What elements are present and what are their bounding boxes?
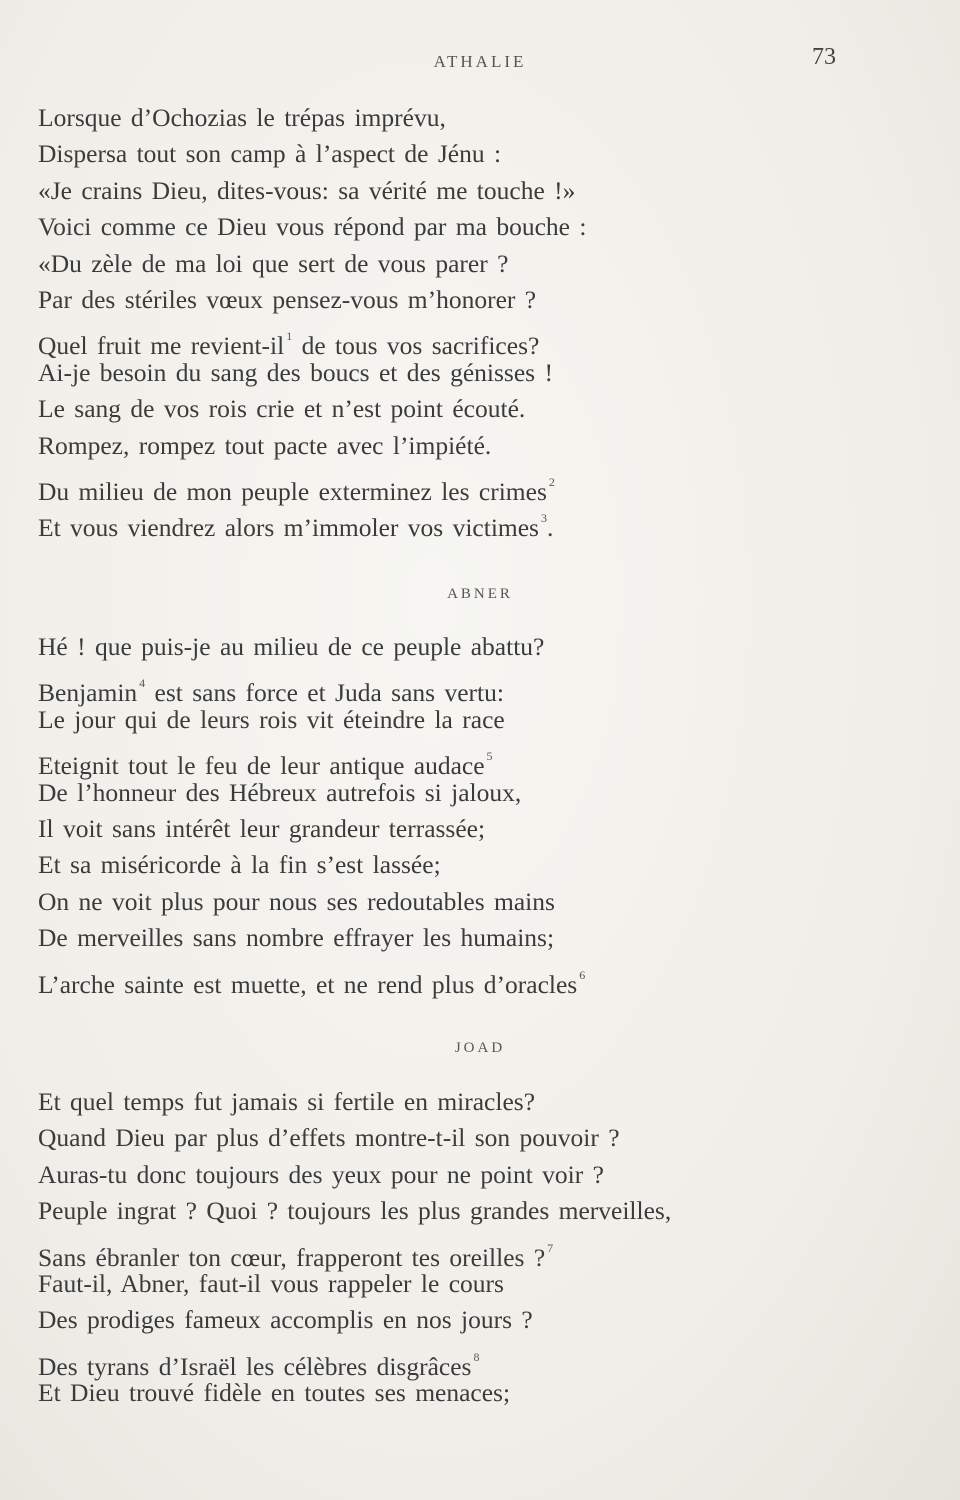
verse-line: [38, 355, 918, 391]
verse-text: Faut-il, Abner, faut-il vous rappeler le cours: [38, 1268, 504, 1298]
verse-line: [38, 957, 918, 999]
verse-text: Quel fruit me revient-il: [38, 331, 285, 361]
verse-line: [38, 1193, 918, 1229]
footnote-marker: 2: [548, 474, 555, 489]
verse-line: [38, 702, 918, 738]
verse-text: Rompez, rompez tout pacte avec l’impiété.: [38, 430, 492, 460]
verse-text: Le sang de vos rois crie et n’est point écouté.: [38, 394, 526, 424]
verse-text: De l’honneur des Hébreux autrefois si jaloux,: [38, 777, 522, 807]
verse-line: [38, 811, 918, 847]
verse-line: [38, 246, 918, 282]
footnote-marker: 1: [286, 329, 293, 344]
verse-text: Le jour qui de leurs rois vit éteindre la race: [38, 704, 505, 734]
verse-line: [38, 920, 918, 956]
footnote-marker: 3: [540, 511, 547, 526]
verse-line: [38, 847, 918, 883]
verse-text-continued: est sans force et Juda sans vertu:: [145, 678, 504, 708]
page-number: 73: [812, 44, 836, 70]
verse-line: [38, 282, 918, 318]
verse-line: [38, 500, 918, 543]
verse-text: Il voit sans intérêt leur grandeur terrassée;: [38, 813, 486, 843]
speaker-name-abner: ABNER: [447, 586, 513, 602]
footnote-marker: 5: [486, 749, 493, 764]
verse-text: Des prodiges fameux accomplis en nos jours ?: [38, 1305, 533, 1335]
verse-line: [38, 428, 918, 464]
verse-text: Et sa miséricorde à la fin s’est lassée;: [38, 850, 441, 880]
verse-line: [38, 318, 918, 361]
verse-text: Benjamin: [38, 678, 138, 708]
verse-line: [38, 209, 918, 245]
verse-text: On ne voit plus pour nous ses redoutables mains: [38, 886, 555, 916]
verse-line: [38, 1266, 918, 1302]
verse-line: [38, 738, 918, 781]
footnote-marker: 8: [473, 1349, 480, 1364]
verse-text: Sans ébranler ton cœur, frapperont tes oreilles ?: [38, 1242, 546, 1272]
verse-text: Auras-tu donc toujours des yeux pour ne point voir ?: [38, 1159, 604, 1189]
verse-line: [38, 173, 918, 209]
footnote-marker: 7: [547, 1240, 554, 1255]
verse-line: [38, 464, 918, 506]
verse-text-continued: .: [546, 513, 554, 543]
verse-text: Dispersa tout son camp à l’aspect de Jénu :: [38, 139, 502, 169]
verse-text: Hé ! que puis-je au milieu de ce peuple abattu?: [38, 632, 545, 661]
verse-text: Des tyrans d’Israël les célèbres disgrâces: [38, 1351, 472, 1381]
verse-line: [38, 1375, 918, 1411]
verse-text: Peuple ingrat ? Quoi ? toujours les plus grandes merveilles,: [38, 1196, 672, 1226]
verse-line: [38, 1339, 918, 1381]
verse-text: Voici comme ce Dieu vous répond par ma bouche :: [38, 212, 587, 242]
verse-line: [38, 629, 918, 665]
footnote-marker: 6: [579, 967, 586, 982]
verse-block-joad: [38, 1084, 918, 1412]
verse-block-abner: [38, 629, 918, 999]
verse-line: [38, 136, 918, 172]
verse-line: [38, 884, 918, 920]
verse-text: Et Dieu trouvé fidèle en toutes ses menaces;: [38, 1378, 511, 1408]
footnote-marker: 4: [139, 676, 146, 691]
verse-text: «Du zèle de ma loi que sert de vous parer ?: [38, 248, 509, 278]
verse-line: [38, 100, 918, 136]
running-title: ATHALIE: [433, 52, 527, 71]
verse-line: [38, 775, 918, 811]
verse-text: Lorsque d’Ochozias le trépas imprévu,: [38, 103, 446, 132]
verse-text: Et vous viendrez alors m’immoler vos victimes: [38, 513, 539, 543]
verse-line: [38, 391, 918, 427]
verse-block-1: [38, 100, 918, 543]
verse-line: [38, 1120, 918, 1156]
verse-line: [38, 1302, 918, 1338]
verse-text: Et quel temps fut jamais si fertile en miracles?: [38, 1087, 536, 1116]
verse-line: [38, 1084, 918, 1120]
verse-line: [38, 1230, 918, 1272]
verse-text: Ai-je besoin du sang des boucs et des génisses !: [38, 357, 553, 387]
verse-text: De merveilles sans nombre effrayer les humains;: [38, 923, 555, 953]
speaker-name-joad: JOAD: [454, 1040, 506, 1056]
verse-text: Eteignit tout le feu de leur antique audace: [38, 751, 485, 781]
verse-line: [38, 665, 918, 708]
verse-text: Du milieu de mon peuple exterminez les crimes: [38, 476, 547, 506]
verse-text: «Je crains Dieu, dites-vous: sa vérité me touche !»: [38, 175, 576, 205]
verse-text-continued: de tous vos sacrifices?: [292, 331, 540, 361]
verse-line: [38, 1157, 918, 1193]
verse-text: Par des stériles vœux pensez-vous m’honorer ?: [38, 284, 537, 314]
verse-text: Quand Dieu par plus d’effets montre-t-il son pouvoir ?: [38, 1123, 620, 1153]
verse-text: L’arche sainte est muette, et ne rend plus d’oracles: [38, 969, 578, 999]
